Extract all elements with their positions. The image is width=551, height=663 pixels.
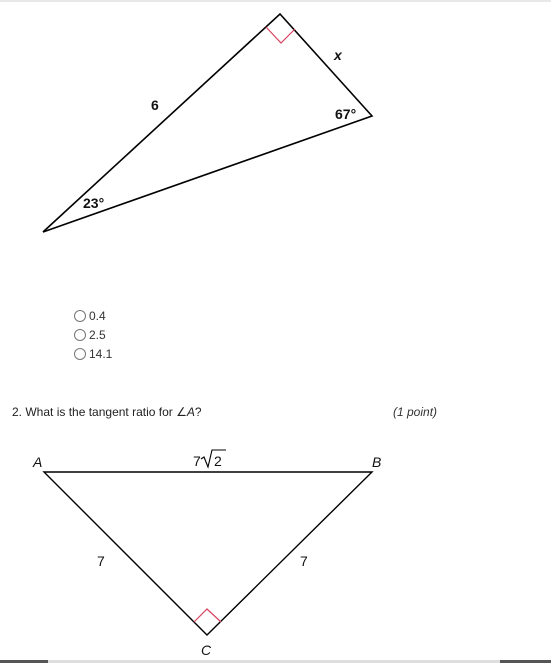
vertex-a-label: A — [33, 454, 43, 470]
option-3[interactable] — [74, 344, 112, 363]
hypotenuse-label: 6 — [151, 97, 159, 113]
question-text-before: What is the tangent ratio for — [25, 405, 177, 419]
question-mark: ? — [194, 405, 202, 419]
triangle-figure-1 — [0, 0, 551, 250]
side-ac-label: 7 — [97, 553, 105, 569]
vertex-b-label: B — [372, 454, 382, 470]
side-ab-coefficient: 7 — [193, 453, 201, 469]
question-text — [25, 405, 201, 419]
option-2[interactable] — [74, 325, 112, 344]
side-bc-label: 7 — [300, 553, 308, 569]
right-angle-marker-1 — [266, 27, 295, 43]
leg-x-label: x — [334, 47, 342, 63]
answer-options — [74, 306, 112, 363]
triangle-figure-2 — [0, 440, 551, 660]
question-number: 2. — [12, 405, 23, 419]
points-label: (1 point) — [393, 405, 438, 419]
radio-button[interactable] — [74, 348, 86, 360]
right-angle-marker-2 — [194, 609, 221, 622]
question-2-text — [12, 405, 202, 419]
side-ab-label — [193, 450, 226, 469]
option-label: 14.1 — [89, 346, 113, 361]
side-ab-radicand: 2 — [214, 453, 222, 469]
option-label: 2.5 — [89, 327, 106, 342]
angle-23-label: 23° — [83, 195, 105, 211]
option-label: 0.4 — [89, 308, 106, 323]
vertex-c-label: C — [201, 642, 212, 658]
radio-button[interactable] — [74, 329, 86, 341]
radio-button[interactable] — [74, 310, 86, 322]
option-1[interactable] — [74, 306, 112, 325]
angle-symbol: ∠ — [176, 405, 187, 419]
angle-variable: A — [186, 405, 195, 419]
angle-67-label: 67° — [335, 106, 357, 122]
